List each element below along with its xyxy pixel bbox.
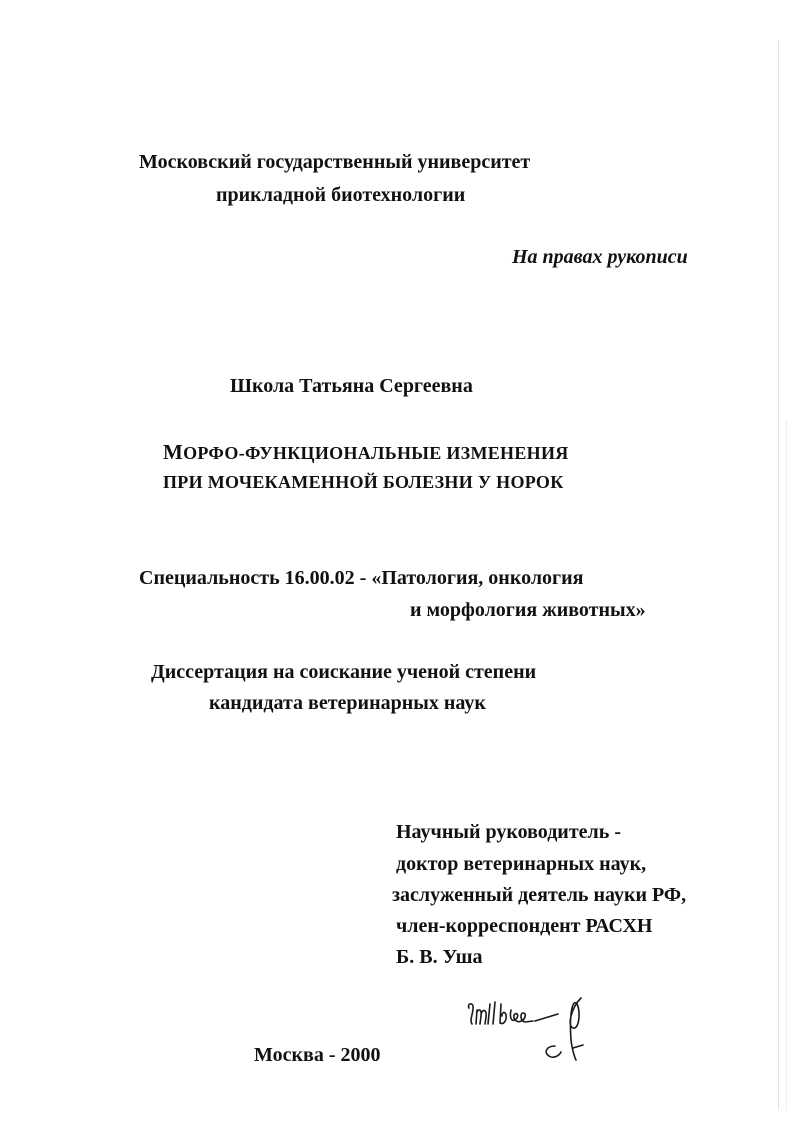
handwritten-signature (463, 990, 613, 1065)
city-year: Москва - 2000 (254, 1044, 381, 1066)
supervisor-line-2: доктор ветеринарных наук, (396, 853, 647, 875)
specialty-line-1: Специальность 16.00.02 - «Патология, онкология (139, 567, 584, 589)
dissertation-line-2: кандидата ветеринарных наук (209, 692, 486, 714)
specialty-line-2: и морфология животных» (410, 599, 646, 621)
scan-edge-line (778, 40, 779, 1110)
dissertation-line-1: Диссертация на соискание ученой степени (151, 661, 537, 683)
title-initial: М (163, 440, 184, 464)
thesis-title-line-1 (163, 440, 569, 465)
author-name: Школа Татьяна Сергеевна (230, 375, 473, 397)
title-rest: ОРФО-ФУНКЦИОНАЛЬНЫЕ ИЗМЕНЕНИЯ (183, 443, 569, 463)
supervisor-line-4: член-корреспондент РАСХН (396, 915, 653, 937)
institution-line-2: прикладной биотехнологии (216, 184, 466, 206)
scan-edge-line (786, 420, 787, 1110)
thesis-title-line-2: ПРИ МОЧЕКАМЕННОЙ БОЛЕЗНИ У НОРОК (163, 472, 564, 492)
supervisor-name: Б. В. Уша (396, 946, 483, 968)
institution-line-1: Московский государственный университет (139, 151, 531, 173)
supervisor-line-3: заслуженный деятель науки РФ, (392, 884, 687, 906)
manuscript-note: На правах рукописи (512, 246, 688, 268)
supervisor-line-1: Научный руководитель - (396, 821, 621, 843)
